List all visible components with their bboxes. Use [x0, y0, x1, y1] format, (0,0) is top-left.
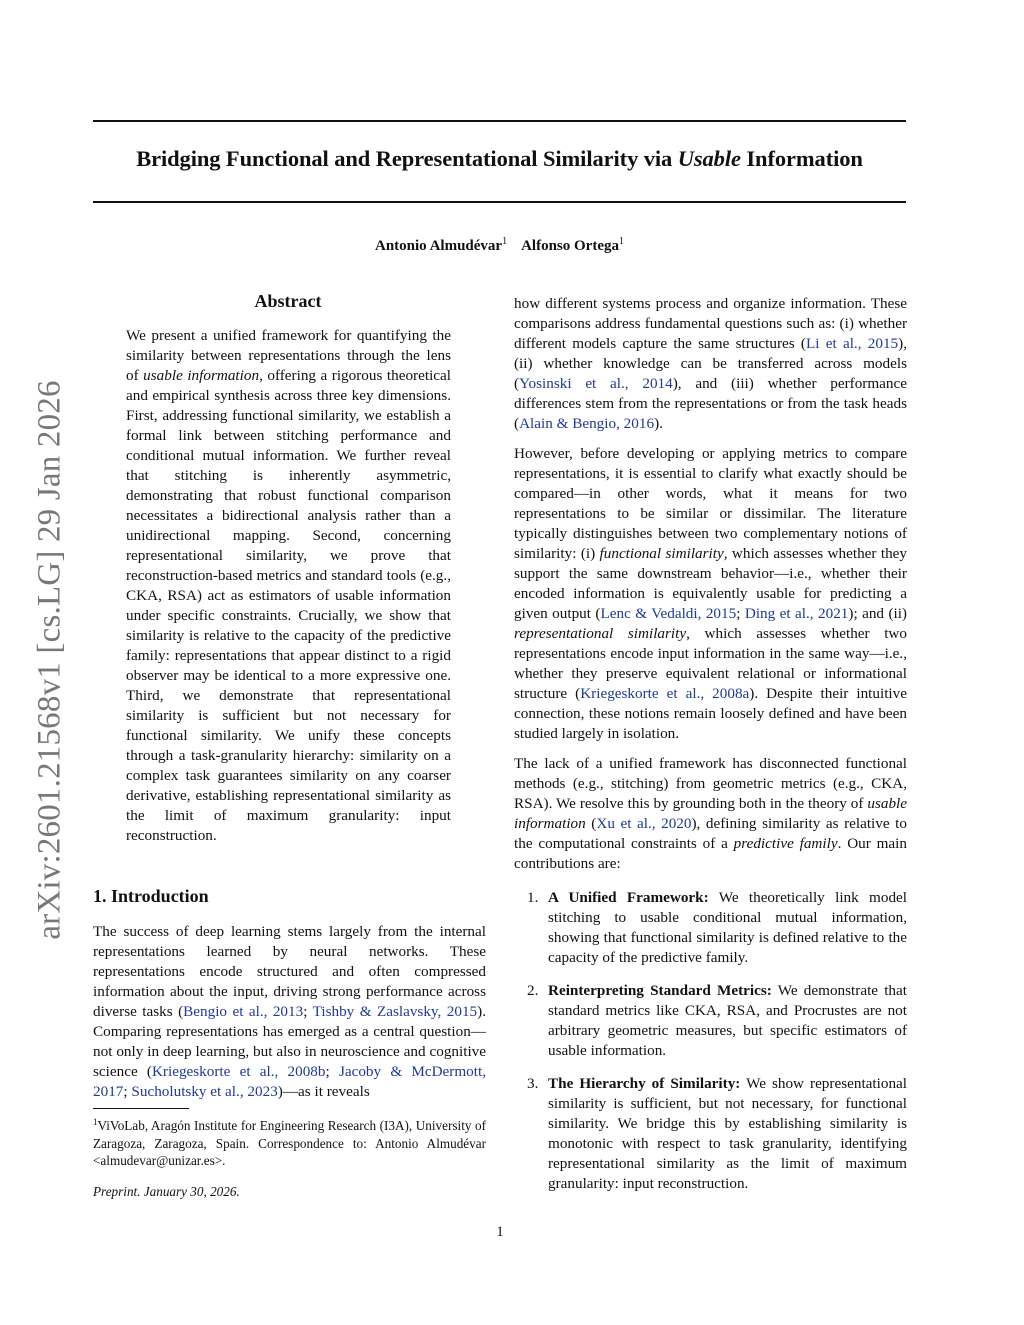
citation-link[interactable]: Jacoby & McDermott, 2017 [93, 1063, 486, 1100]
author-affiliation-mark: 1 [502, 236, 508, 247]
abstract-heading: Abstract [254, 291, 322, 311]
citation-link[interactable]: Kriegeskorte et al., 2008a [580, 685, 750, 702]
citation-link[interactable]: Yosinski et al., 2014 [519, 375, 673, 392]
list-item: 1. A Unified Framework: We theoretically link model stitching to usable conditional mutual information, showing that functional similarity is defined relative to the capacity of the predictive family. [527, 889, 907, 966]
abstract-body: We present a unified framework for quantifying the similarity between representations through the lens of usable information, offering a rigorous theoretical and empirical synthesis across three key dimensions. First, addressing functional similarity, we establish a formal link between stitching performance and conditional mutual information. We further reveal that stitching is inherently asymmetric, demonstrating that robust functional comparison necessitates a bidirectional analysis rather than a unidirectional mapping. Second, concerning representational similarity, we prove that reconstruction-based metrics and standard tools (e.g., CKA, RSA) act as estimators of usable information under specific constraints. Crucially, we show that similarity is relative to the capacity of the predictive family: representations that appear distinct to a rigid observer may be identical to a more expressive one. Third, we demonstrate that representational similarity is sufficient but not necessary for functional similarity. We unify these concepts through a task-granularity hierarchy: similarity on a complex task guarantees similarity on any coarser derivative, establishing representational similarity as the limit of maximum granularity: input reconstruction. [126, 327, 451, 844]
citation-link[interactable]: Bengio et al., 2013 [183, 1003, 304, 1020]
citation-link[interactable]: Alain & Bengio, 2016 [519, 415, 655, 432]
citation-link[interactable]: Lenc & Vedaldi, 2015 [600, 605, 737, 622]
body-paragraph: However, before developing or applying metrics to compare representations, it is essential to clarify what exactly should be compared—in other words, what it means for two representations to be similar or dissimilar. The literature typically distinguishes between two complementary notions of similarity: (i) functional similarity, which assesses whether they support the same downstream behavior—i.e., whether their encoded information is equivalently usable for predicting a given output (Lenc & Vedaldi, 2015; Ding et al., 2021); and (ii) representational similarity, which assesses whether two representations encode input information in the same way—i.e., whether they preserve equivalent relational or informational structure (Kriegeskorte et al., 2008a). Despite their intuitive connection, these notions remain loosely defined and have been studied largely in isolation. [514, 445, 908, 742]
introduction-paragraph: The success of deep learning stems largely from the internal representations learned by neural networks. These representations encode structured and often compressed information about the input, driving strong performance across diverse tasks (Bengio et al., 2013; Tishby & Zaslavsky, 2015). Comparing representations has emerged as a central question—not only in deep learning, but also in neuroscience and cognitive science (Kriegeskorte et al., 2008b; Jacoby & McDermott, 2017; Sucholutsky et al., 2023)—as it reveals [93, 923, 486, 1100]
affiliation-footnote: $^1$ViVoLab, Aragón Institute for Engineering Research (I3A), University of Zaragoza, Zaragoza, Spain. Correspondence to: Antonio Almudévar <almudevar@unizar.es>. [93, 1117, 486, 1168]
citation-link[interactable]: Kriegeskorte et al., 2008b [151, 1063, 326, 1080]
citation-link[interactable]: Ding et al., 2021 [744, 605, 849, 622]
citation-link[interactable]: Tishby & Zaslavsky, 2015 [312, 1003, 478, 1020]
author-name: Alfonso Ortega [521, 238, 619, 254]
preprint-date: Preprint. January 30, 2026. [93, 1184, 240, 1199]
footnote-rule [93, 1108, 189, 1109]
citation-link[interactable]: Xu et al., 2020 [596, 815, 692, 832]
title-bottom-rule [93, 201, 906, 203]
author-name: Antonio Almudévar [374, 238, 503, 254]
title-top-rule [93, 120, 906, 122]
citation-link[interactable]: Li et al., 2015 [805, 335, 899, 352]
section-heading-introduction: 1. Introduction [93, 886, 209, 906]
author-list [93, 236, 906, 255]
citation-link[interactable]: Sucholutsky et al., 2023 [131, 1083, 278, 1100]
arxiv-stamp: arXiv:2601.21568v1 [cs.LG] 29 Jan 2026 [31, 380, 68, 940]
contributions-list [514, 888, 907, 1194]
author-affiliation-mark: 1 [619, 236, 624, 247]
right-column [514, 294, 907, 1207]
paper-title: Bridging Functional and Representational Similarity via Usable Information [136, 146, 863, 171]
list-item: 3. The Hierarchy of Similarity: We show representational similarity is sufficient, but not necessary, for functional similarity. We bridge this by establishing similarity is monotonic with respect to task granularity, identifying representational similarity as the limit of maximum granularity: input reconstruction. [527, 1075, 907, 1192]
page-number: 1 [496, 1224, 504, 1240]
body-paragraph: how different systems process and organize information. These comparisons address fundamental questions such as: (i) whether different models capture the same structures (Li et al., 2015), (ii) whether knowledge can be transferred across models (Yosinski et al., 2014), and (iii) whether performance differences stem from the representations or from the task heads (Alain & Bengio, 2016). [514, 295, 908, 432]
list-item: 2. Reinterpreting Standard Metrics: We demonstrate that standard metrics like CKA, RSA, and Procrustes are not arbitrary geometric measures, but specific estimators of usable information. [527, 982, 907, 1059]
body-paragraph: The lack of a unified framework has disconnected functional methods (e.g., stitching) from geometric metrics (e.g., CKA, RSA). We resolve this by grounding both in the theory of usable information (Xu et al., 2020), defining similarity as relative to the computational constraints of a predictive family. Our main contributions are: [514, 755, 907, 872]
